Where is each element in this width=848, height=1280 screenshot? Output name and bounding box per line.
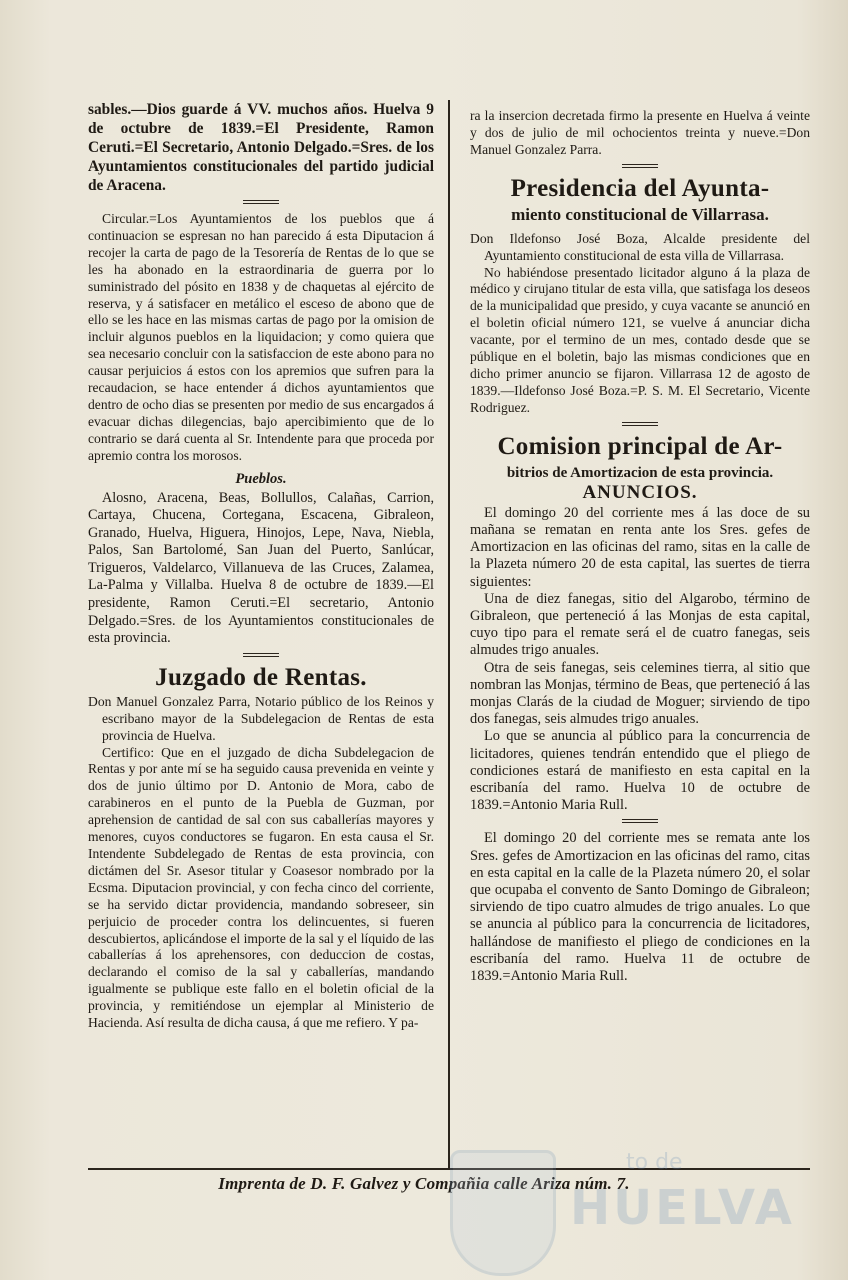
- continuation-paragraph: ra la insercion decretada firmo la presente en Huelva á veinte y dos de julio de mil ochocientos treinta y nueve.=Don Manuel Gonzalez Parra.: [470, 108, 810, 157]
- separator: [243, 653, 279, 657]
- closing-paragraph: sables.—Dios guarde á VV. muchos años. Huelva 9 de octubre de 1839.=El Presidente, Ramon Ceruti.=El Secretario, Antonio Delgado.=Sres. de los Ayuntamientos constitucionales del partido judicial de Aracena.: [88, 101, 434, 194]
- lot-two: Otra de seis fanegas, seis celemines tierra, al sitio que nombran las Monjas, término de Beas, que perteneció á las monjas Clarás de la ciudad de Moguer; sirviendo de tipo dos fanegas, seis almudes trigo anuales.: [470, 659, 810, 728]
- separator: [622, 819, 658, 823]
- auction-paragraph: El domingo 20 del corriente mes á las doce de su mañana se rematan en renta ante los Sres. gefes de Amortizacion en las oficinas del ramo, sitas en la calle de la Plazeta número 20 de esta capital, las suertes de tierra siguientes:: [470, 504, 810, 590]
- circular-paragraph: Circular.=Los Ayuntamientos de los pueblos que á continuacion se espresan no han parecido á esta Diputacion á recojer la carta de pago de la Tesorería de Rentas de lo que se les ha abonado en la estraordinaria de guerra por lo suministrado del pósito en 1838 y de chaquetas al ejército de reserva, y á satisfacer en metálico el esceso de abono que de ello se les hace en las mismas cartas de pago por la omision de incluir algunos pueblos en la liquidacion; y como quiera que sea necesario concluir con la satisfaccion de este abono para no causar perjuicios á estos con los apremios que sufren para la recaudacion, se hace entender á dichos ayuntamientos que dentro de ocho dias se presenten por medio de sus encargados á evacuar dichas dilegencias, bajo apercibimiento que de lo contrario se dará cuenta al Sr. Intendente para que proceda por apremio contra los morosos.: [88, 211, 434, 463]
- lot-one: Una de diez fanegas, sitio del Algarobo, término de Gibraleon, que perteneció á las Monjas de esta capital, cuyo tipo para el remate será el de cuatro fanegas, seis almudes trigo anuales.: [470, 590, 810, 659]
- vacancy-paragraph: No habiéndose presentado licitador alguno á la plaza de médico y cirujano titular de esta villa, que satisfaga los deseos de la municipalidad que presido, y cuya vacante se anunció en el boletin oficial número 121, se vuelve á anunciar dicha vacante, por el termino de un mes, contado desde que se públique en el boletin, bajo las mismas condiciones que en dicho primer anuncio se fijaron. Villarrasa 12 de agosto de 1839.—Ildefonso José Boza.=P. S. M. El Secretario, Vicente Rodriguez.: [470, 264, 810, 415]
- watermark-word: HUELVA: [570, 1180, 795, 1236]
- separator: [622, 164, 658, 168]
- comision-subtitle: bitrios de Amortizacion de esta provincia.: [506, 464, 774, 481]
- shield-icon: [450, 1150, 556, 1276]
- solar-paragraph: El domingo 20 del corriente mes se remata ante los Sres. gefes de Amortizacion en las oficinas del ramo, citas en esta capital en la calle de la Plazeta número 20, el solar que ocupaba el convento de Santo Domingo de Gibraleon; sirviendo de tipo cuatro almudes de trigo anuales. Lo que se anuncia al público para la concurrencia de licitadores, hallándose de manifiesto el pliego de condiciones en la escribanía del ramo. Huelva 11 de octubre de 1839.=Antonio Maria Rull.: [470, 830, 810, 984]
- watermark-fragment: to de: [626, 1150, 683, 1175]
- pueblos-heading: Pueblos.: [235, 470, 287, 487]
- anuncios-heading: ANUNCIOS.: [582, 481, 698, 503]
- presidencia-title: Presidencia del Ayunta-: [510, 174, 770, 202]
- right-column: [470, 108, 810, 985]
- separator: [622, 422, 658, 426]
- alcalde-intro: Don Ildefonso José Boza, Alcalde presidente del Ayuntamiento constitucional de esta villa de Villarrasa.: [470, 230, 810, 263]
- comision-title: Comision principal de Ar-: [497, 432, 783, 460]
- presidencia-subtitle: miento constitucional de Villarrasa.: [511, 204, 769, 224]
- separator: [243, 200, 279, 204]
- notary-intro: Don Manuel Gonzalez Parra, Notario público de los Reinos y escribano mayor de la Subdelegacion de Rentas de esta provincia de Huelva.: [88, 693, 434, 743]
- pueblos-list: Alosno, Aracena, Beas, Bollullos, Calañas, Carrion, Cartaya, Chucena, Cortegana, Escacena, Gibraleon, Granado, Huelva, Higuera, Hinojos, Lepe, Nava, Niebla, Palos, San Bartolomé, San Juan del Puerto, Sanlúcar, Trigueros, Valdelarco, Villanueva de las Cruces, Zalamea, La-Palma y Villalba. Huelva 8 de octubre de 1839.—El presidente, Ramon Ceruti.=El secretario, Antonio Delgado.=Sres. de los Ayuntamientos constitucionales de esta provincia.: [88, 489, 434, 647]
- column-divider: [448, 100, 450, 1168]
- left-column: [88, 100, 434, 1032]
- certifico-paragraph: Certifico: Que en el juzgado de dicha Subdelegacion de Rentas y por ante mí se ha seguido causa prevenida en veinte y dos de junio último por D. Antonio de Mora, cabo de carabineros en el punto de la Puebla de Guzman, por aprehension de cantidad de sal con sus caballerías mayores y menores, cuyos conductores se fugaron. En esta causa el Sr. Intendente Subdelegado de Rentas de esta provincia, con dictámen del Sr. Asesor titular y Coasesor nombrado por la Ecsma. Diputacion provincial, y con fecha cinco del corriente, se ha servido dictar providencia, mandando sobreseer, sin perjuicio de proceder contra los delincuentes, si fueren descubiertos, aplicándose el importe de la sal y el líquido de las caballerías á los aprehensores, con deduccion de costas, declarando el comiso de la sal y caballerías, mandando igualmente se publique este fallo en el boletin oficial de la provincia, y remitiéndose un ejemplar al Ministerio de Hacienda. Así resulta de dicha causa, á que me refiero. Y pa-: [88, 744, 434, 1031]
- announcement-paragraph: Lo que se anuncia al público para la concurrencia de licitadores, quienes tendrán entendido que el pliego de condiciones estará de manifiesto en esta capital en la escribanía del ramo. Huelva 10 de octubre de 1839.=Antonio Maria Rull.: [470, 728, 810, 814]
- imprint-line: Imprenta de D. F. Galvez y Compañia calle Ariza núm. 7.: [218, 1174, 630, 1193]
- archive-watermark: [450, 1140, 795, 1270]
- juzgado-title: Juzgado de Rentas.: [155, 663, 367, 691]
